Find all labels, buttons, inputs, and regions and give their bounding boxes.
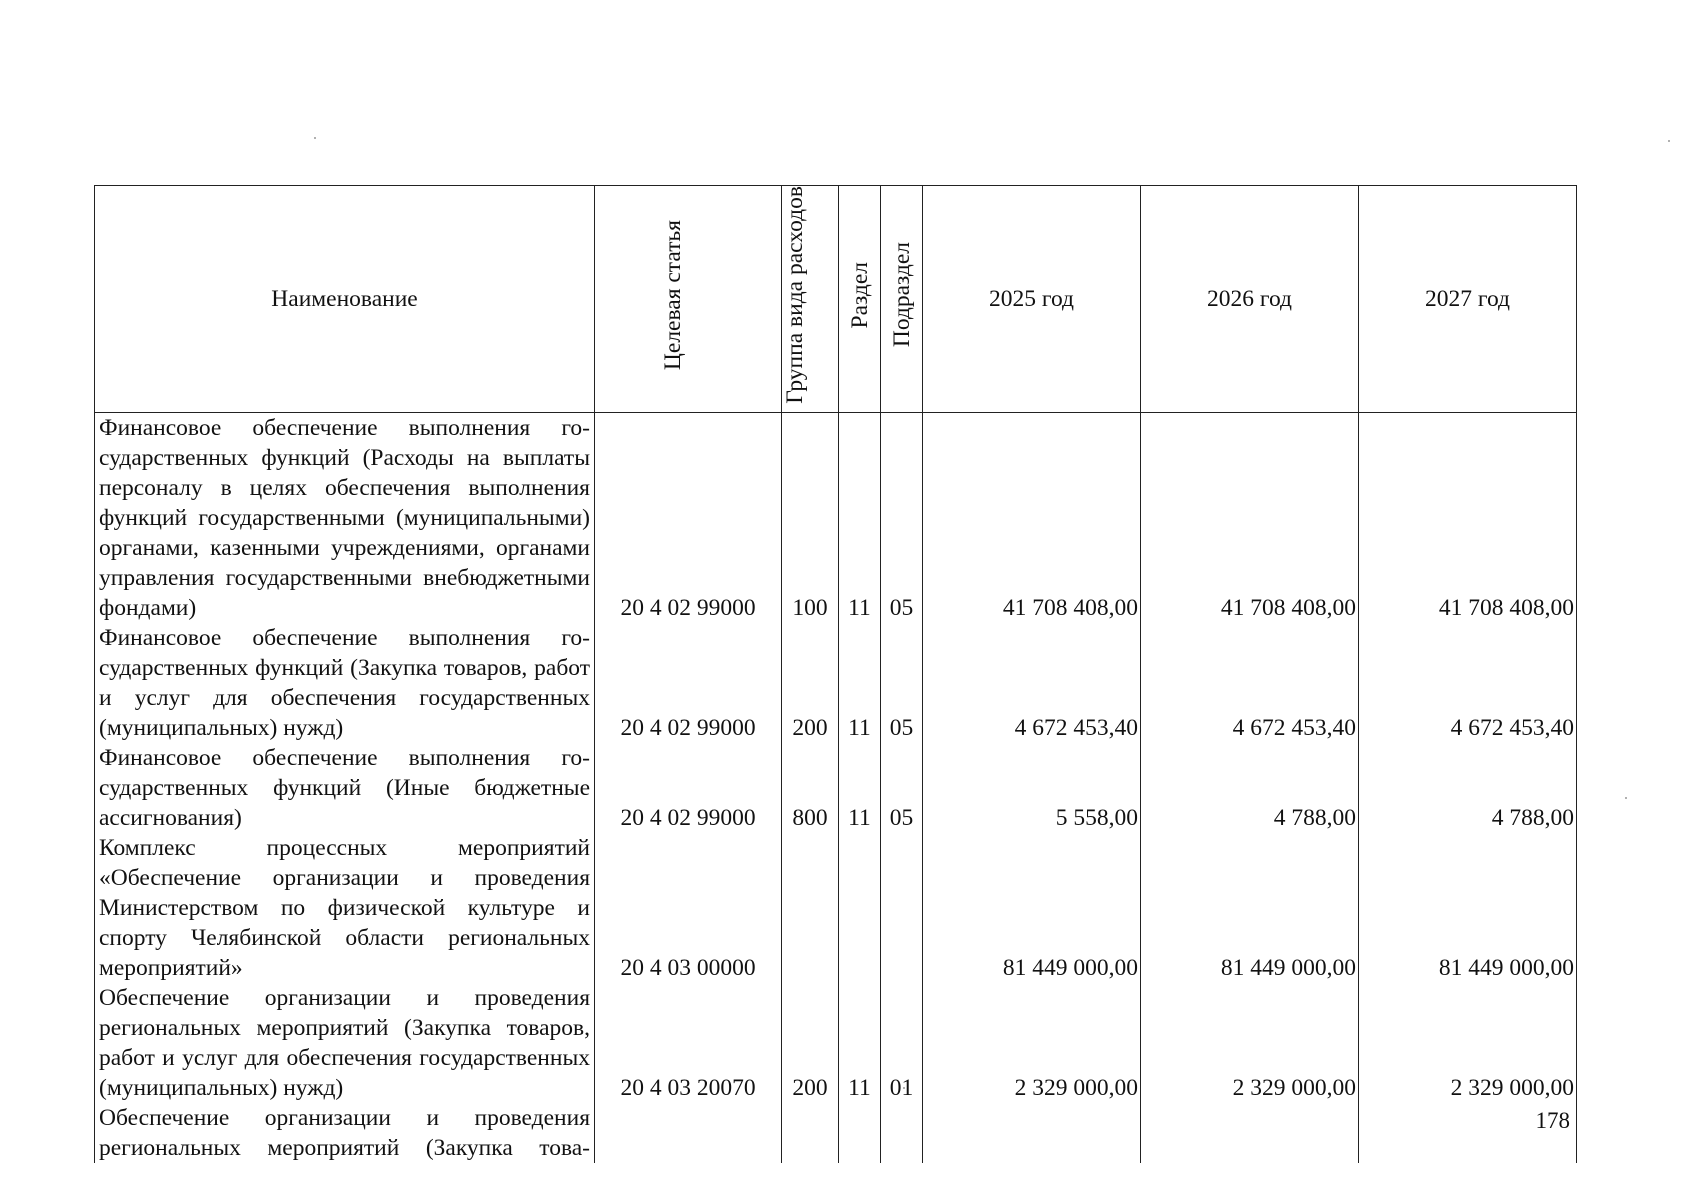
page-number: 178 xyxy=(1535,1108,1570,1133)
row-section: 11 xyxy=(839,412,881,623)
table-row xyxy=(95,412,1577,623)
row-section: 11 xyxy=(839,623,881,743)
row-amount-2025: 41 708 408,00 xyxy=(923,412,1141,623)
row-amount-2025 xyxy=(923,1103,1141,1163)
row-section xyxy=(839,833,881,983)
row-name: Обеспечение организации и проведения региональных мероприятий (Закупка това- xyxy=(95,1103,595,1163)
row-name: Финансовое обеспечение выполнения государственных функций (Закупка товаров, работ и услуг для обеспечения государственных (муниципальных) нужд) xyxy=(95,623,595,743)
header-year-2025: 2025 год xyxy=(923,186,1141,413)
row-amount-2026: 4 672 453,40 xyxy=(1141,623,1359,743)
row-target-item xyxy=(595,1103,782,1163)
header-name: Наименование xyxy=(95,186,595,413)
row-expense-group: 100 xyxy=(782,412,839,623)
table-row xyxy=(95,743,1577,833)
row-expense-group: 200 xyxy=(782,983,839,1103)
scan-speck xyxy=(314,137,316,139)
row-amount-2025: 2 329 000,00 xyxy=(923,983,1141,1103)
row-section: 11 xyxy=(839,743,881,833)
table-row xyxy=(95,1103,1577,1163)
table-header-row xyxy=(95,186,1577,413)
row-amount-2026: 81 449 000,00 xyxy=(1141,833,1359,983)
scan-speck xyxy=(1625,797,1627,799)
header-year-2026: 2026 год xyxy=(1141,186,1359,413)
budget-table xyxy=(94,185,1577,1163)
table-row xyxy=(95,983,1577,1103)
header-year-2027: 2027 год xyxy=(1359,186,1577,413)
row-amount-2027: 4 788,00 xyxy=(1359,743,1577,833)
row-expense-group xyxy=(782,1103,839,1163)
row-name: Комплекс процессных мероприятий «Обеспечение организации и проведения Министерством по физической культуре и спорту Челябинской области региональных мероприятий» xyxy=(95,833,595,983)
row-section: 11 xyxy=(839,983,881,1103)
row-target-item: 20 4 03 20070 xyxy=(595,983,782,1103)
row-subsection: 05 xyxy=(881,623,923,743)
row-subsection xyxy=(881,833,923,983)
row-subsection: 05 xyxy=(881,412,923,623)
row-subsection: 05 xyxy=(881,743,923,833)
header-section: Раздел xyxy=(839,186,881,413)
row-amount-2026: 2 329 000,00 xyxy=(1141,983,1359,1103)
row-subsection xyxy=(881,1103,923,1163)
row-target-item: 20 4 03 00000 xyxy=(595,833,782,983)
table-row xyxy=(95,833,1577,983)
row-amount-2027: 4 672 453,40 xyxy=(1359,623,1577,743)
scan-speck xyxy=(1668,140,1670,142)
row-amount-2025: 5 558,00 xyxy=(923,743,1141,833)
row-name: Финансовое обеспечение выполнения государственных функций (Иные бюджетные ассигнования) xyxy=(95,743,595,833)
row-expense-group xyxy=(782,833,839,983)
row-section xyxy=(839,1103,881,1163)
row-name: Финансовое обеспечение выполнения государственных функций (Расходы на выплаты персоналу в целях обеспечения выполнения функций государственными (муниципальными) органами, казенными учреждениями, органами управления государственными внебюджетными фондами) xyxy=(95,412,595,623)
header-target-item: Целевая статья xyxy=(595,186,782,413)
row-subsection: 01 xyxy=(881,983,923,1103)
row-target-item: 20 4 02 99000 xyxy=(595,412,782,623)
row-amount-2026 xyxy=(1141,1103,1359,1163)
row-amount-2025: 4 672 453,40 xyxy=(923,623,1141,743)
row-name: Обеспечение организации и проведения региональных мероприятий (Закупка товаров, работ и услуг для обеспечения государственных (муниципальных) нужд) xyxy=(95,983,595,1103)
row-expense-group: 200 xyxy=(782,623,839,743)
row-target-item: 20 4 02 99000 xyxy=(595,623,782,743)
row-expense-group: 800 xyxy=(782,743,839,833)
row-amount-2025: 81 449 000,00 xyxy=(923,833,1141,983)
row-amount-2026: 4 788,00 xyxy=(1141,743,1359,833)
row-amount-2027: 2 329 000,00 xyxy=(1359,983,1577,1103)
row-amount-2027: 41 708 408,00 xyxy=(1359,412,1577,623)
header-subsection: Подраздел xyxy=(881,186,923,413)
row-amount-2026: 41 708 408,00 xyxy=(1141,412,1359,623)
row-target-item: 20 4 02 99000 xyxy=(595,743,782,833)
table-row xyxy=(95,623,1577,743)
header-expense-group: Группа вида расходов xyxy=(782,186,839,413)
row-amount-2027: 81 449 000,00 xyxy=(1359,833,1577,983)
